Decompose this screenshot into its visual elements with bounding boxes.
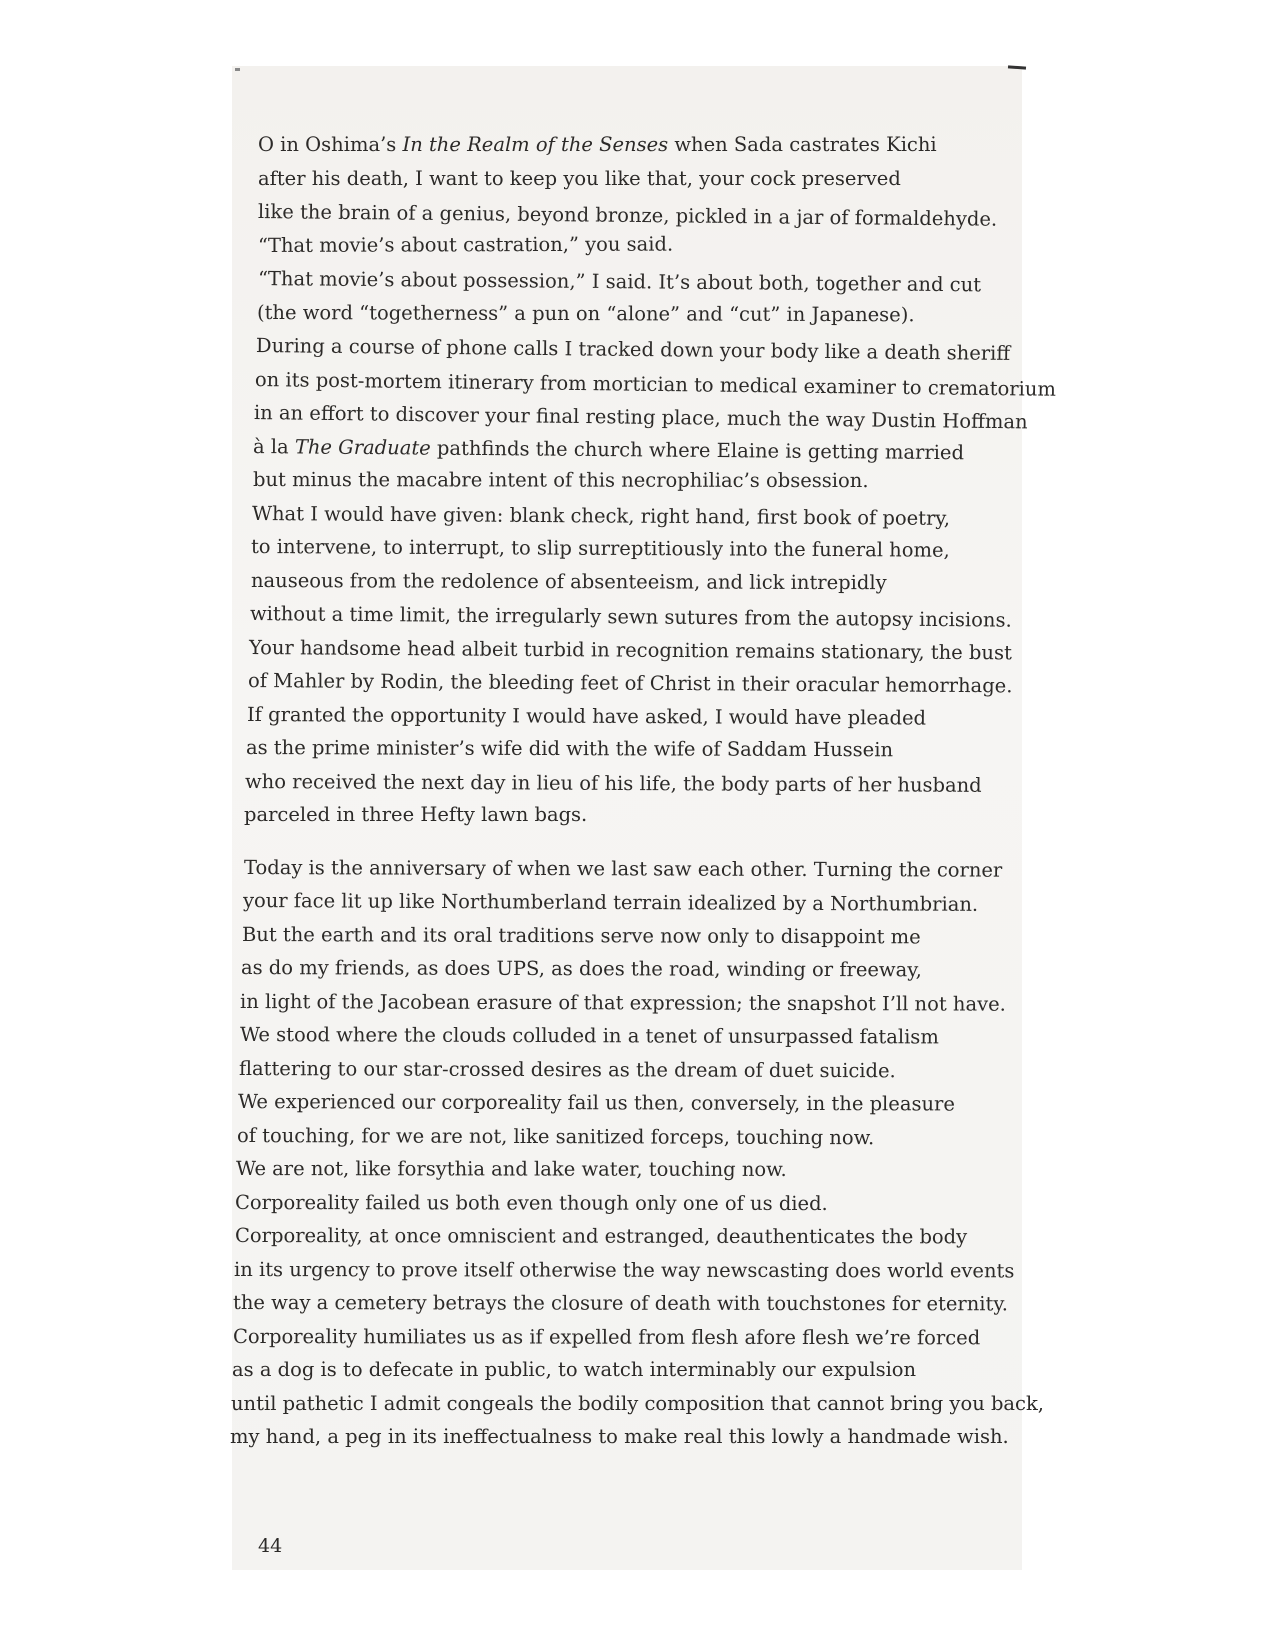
line-text: Your handsome head albeit turbid in recognition remains stationary, the bust: [248, 635, 1012, 664]
line-text: who received the next day in lieu of his life, the body parts of her husband: [244, 769, 982, 797]
line-text: but minus the macabre intent of this necrophiliac’s obsession.: [252, 468, 869, 493]
line-text: when Sada castrates Kichi: [668, 133, 937, 156]
poem-line: [258, 128, 1018, 162]
poem-body: [230, 128, 1057, 1454]
poem-line: [235, 1219, 995, 1254]
poem-line: [244, 798, 1004, 832]
line-text: in light of the Jacobean erasure of that expression; the snapshot I’ll not have.: [239, 989, 1006, 1016]
line-text: without a time limit, the irregularly sewn sutures from the autopsy incisions.: [249, 602, 1012, 632]
stanza: [230, 851, 1044, 1454]
line-text: as do my friends, as does UPS, as does the road, winding or freeway,: [240, 956, 922, 982]
line-text: We experienced our corporeality fail us then, conversely, in the pleasure: [237, 1090, 955, 1116]
line-text: nauseous from the redolence of absenteeism, and lick intrepidly: [250, 568, 887, 594]
line-text: During a course of phone calls I tracked down your body like a death sheriff: [255, 334, 1011, 365]
stanza: [244, 128, 1057, 832]
poem-line: [237, 1119, 997, 1155]
poem-line: [258, 226, 1018, 262]
line-text: in its urgency to prove itself otherwise the way newscasting does world events: [233, 1257, 1015, 1282]
poem-line: [252, 497, 1012, 536]
poem-line: [233, 1320, 993, 1355]
line-text: But the earth and its oral traditions serve now only to disappoint me: [241, 922, 921, 948]
film-title: The Graduate: [294, 434, 431, 460]
line-text: as the prime minister’s wife did with the wife of Saddam Hussein: [245, 736, 894, 762]
line-text: “That movie’s about castration,” you said.: [257, 232, 674, 257]
poem-line: [240, 1018, 1000, 1054]
poem-line: [239, 1052, 999, 1088]
line-text: my hand, a peg in its ineffectualness to make real this lowly a handmade wish.: [230, 1425, 1009, 1448]
poem-line: [244, 851, 1004, 887]
film-title: In the Realm of the Senses: [402, 133, 669, 156]
line-text: like the brain of a genius, beyond bronze, pickled in a jar of formaldehyde.: [257, 200, 998, 231]
line-text: pathfinds the church where Elaine is getting married: [430, 436, 965, 464]
line-text: your face lit up like Northumberland terrain idealized by a Northumbrian.: [242, 889, 979, 916]
line-text: until pathetic I admit congeals the bodily composition that cannot bring you back,: [231, 1391, 1044, 1415]
poem-line: [251, 530, 1011, 567]
poem-line: [233, 1253, 1015, 1288]
poem-line: [232, 1286, 1009, 1321]
line-text: to intervene, to interrupt, to slip surreptitiously into the funeral home,: [250, 535, 950, 562]
poem-line: [239, 985, 1006, 1021]
line-text: the way a cemetery betrays the closure of death with touchstones for eternity.: [232, 1291, 1009, 1316]
line-text: Corporeality failed us both even though only one of us died.: [234, 1190, 828, 1215]
page-number: 44: [258, 1535, 283, 1557]
poem-line: [245, 765, 1005, 802]
line-text: of Mahler by Rodin, the bleeding feet of Christ in their oracular hemorrhage.: [247, 669, 1013, 698]
poem-line: [230, 1420, 1009, 1454]
poem-line: [235, 1186, 995, 1221]
poem-line: [243, 884, 1003, 921]
line-text: O in Oshima’s: [258, 133, 403, 156]
line-text: Today is the anniversary of when we last saw each other. Turning the corner: [243, 855, 1003, 882]
page-edge-mark: [235, 68, 240, 71]
poem-line: [236, 1152, 996, 1187]
poem-line: [258, 162, 1018, 196]
poem-line: [232, 1353, 992, 1387]
poem-line: [247, 698, 1007, 735]
poem-line: [242, 918, 1002, 954]
line-text: on its post-mortem itinerary from mortician to medical examiner to crematorium: [254, 367, 1057, 401]
poem-line: [257, 296, 1017, 332]
line-text: after his death, I want to keep you like that, your cock preserved: [258, 166, 901, 190]
line-text: à la: [252, 434, 295, 458]
line-text: as a dog is to defecate in public, to watch interminably our expulsion: [232, 1358, 917, 1381]
line-text: What I would have given: blank check, right hand, first book of poetry,: [251, 501, 951, 530]
line-text: parceled in three Hefty lawn bags.: [244, 803, 588, 826]
line-text: flattering to our star-crossed desires as the dream of duet suicide.: [238, 1056, 896, 1082]
poem-line: [247, 664, 1013, 703]
poem-line: [246, 731, 1006, 767]
line-text: in an effort to discover your final resting place, much the way Dustin Hoffman: [253, 401, 1028, 434]
line-text: of touching, for we are not, like sanitized forceps, touching now.: [236, 1123, 875, 1149]
line-text: If granted the opportunity I would have asked, I would have pleaded: [246, 702, 927, 730]
line-text: (the word “togetherness” a pun on “alone” and “cut” in Japanese).: [256, 300, 915, 326]
line-text: We are not, like forsythia and lake water, touching now.: [235, 1157, 787, 1181]
poem-line: [238, 1085, 998, 1121]
line-text: Corporeality, at once omniscient and estranged, deauthenticates the body: [234, 1224, 968, 1249]
line-text: Corporeality humiliates us as if expelled from flesh afore flesh we’re forced: [232, 1324, 981, 1349]
poem-line: [241, 951, 1001, 987]
poem-line: [231, 1387, 1044, 1421]
line-text: We stood where the clouds colluded in a tenet of unsurpassed fatalism: [239, 1023, 939, 1049]
poem-line: [248, 631, 1012, 670]
poem-line: [253, 463, 1013, 498]
line-text: “That movie’s about possession,” I said. It’s about both, together and cut: [257, 267, 982, 297]
poem-line: [251, 564, 1011, 600]
